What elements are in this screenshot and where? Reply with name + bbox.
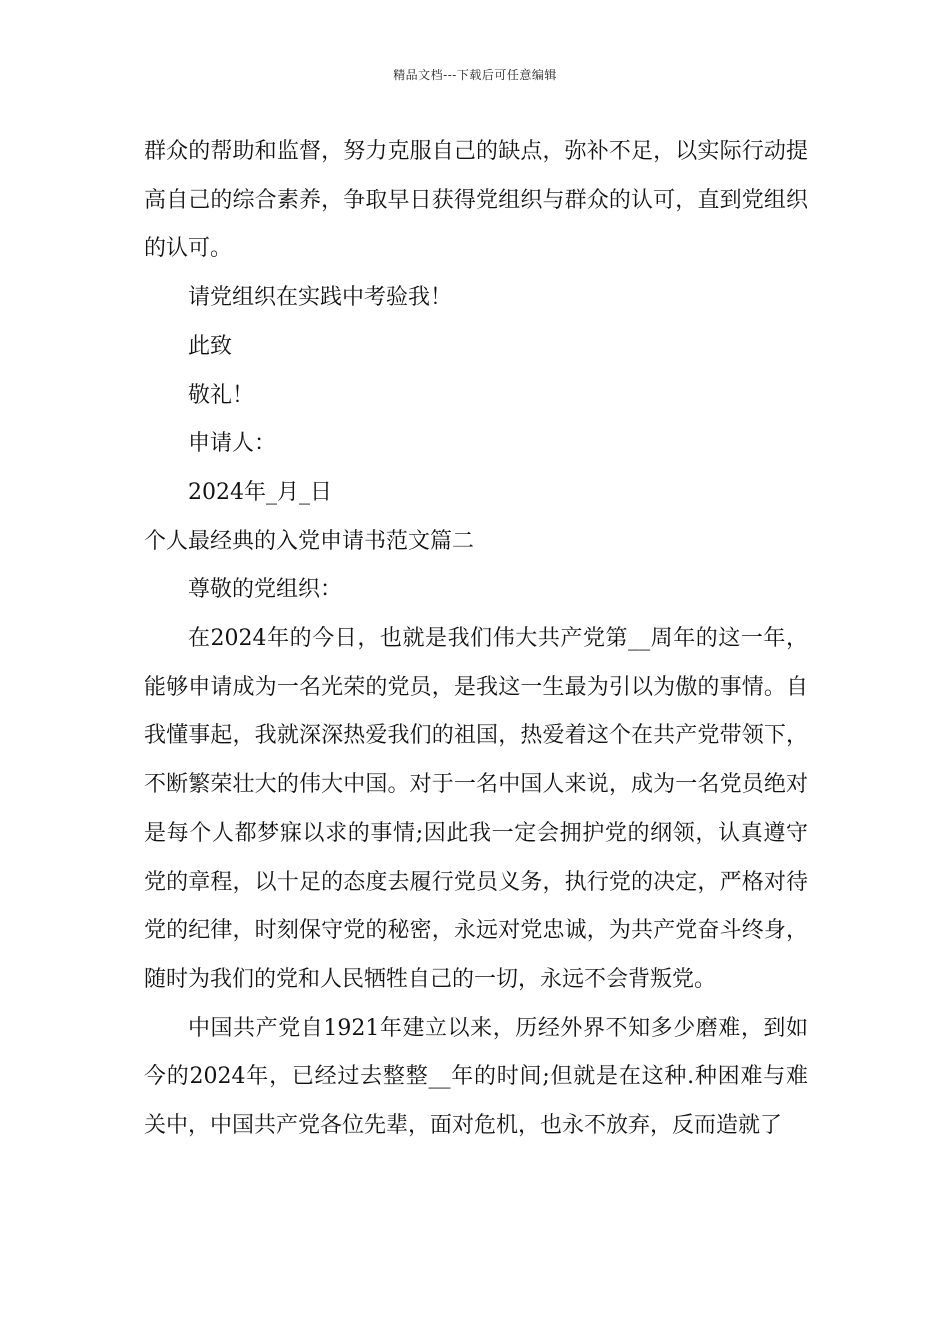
paragraph-continuation: 群众的帮助和监督，努力克服自己的缺点，弥补不足，以实际行动提高自己的综合素养，争取早日获得党组织与群众的认可，直到党组织的认可。	[144, 139, 808, 262]
paragraph-applicant: 申请人：	[188, 431, 277, 457]
paragraph-body-2: 中国共产党自1921年建立以来，历经外界不知多少磨难，到如今的2024年，已经过去整整__年的时间;但就是在这种.种困难与难关中，中国共产党各位先辈，面对危机，也永不放弃，反而造就了	[144, 1015, 808, 1139]
paragraph-salutation: 此致	[188, 333, 233, 359]
section-title: 个人最经典的入党申请书范文篇二	[144, 528, 475, 554]
paragraph-regards: 敬礼！	[188, 382, 255, 408]
document-body	[144, 128, 808, 1151]
paragraph-request-test: 请党组织在实践中考验我！	[188, 285, 453, 311]
paragraph-greeting: 尊敬的党组织：	[188, 577, 343, 603]
page-header: 精品文档---下载后可任意编辑	[393, 68, 557, 82]
paragraph-date: 2024年_月_日	[188, 479, 332, 505]
paragraph-body-1: 在2024年的今日，也就是我们伟大共产党第__周年的这一年，能够申请成为一名光荣的党员，是我这一生最为引以为傲的事情。自我懂事起，我就深深热爱我们的祖国，热爱着这个在共产党带领下，不断繁荣壮大的伟大中国。对于一名中国人来说，成为一名党员绝对是每个人都梦寐以求的事情;因此我一定会拥护党的纲领，认真遵守党的章程，以十足的态度去履行党员义务，执行党的决定，严格对待党的纪律，时刻保守党的秘密，永远对党忠诚，为共产党奋斗终身，随时为我们的党和人民牺牲自己的一切，永远不会背叛党。	[144, 626, 808, 992]
